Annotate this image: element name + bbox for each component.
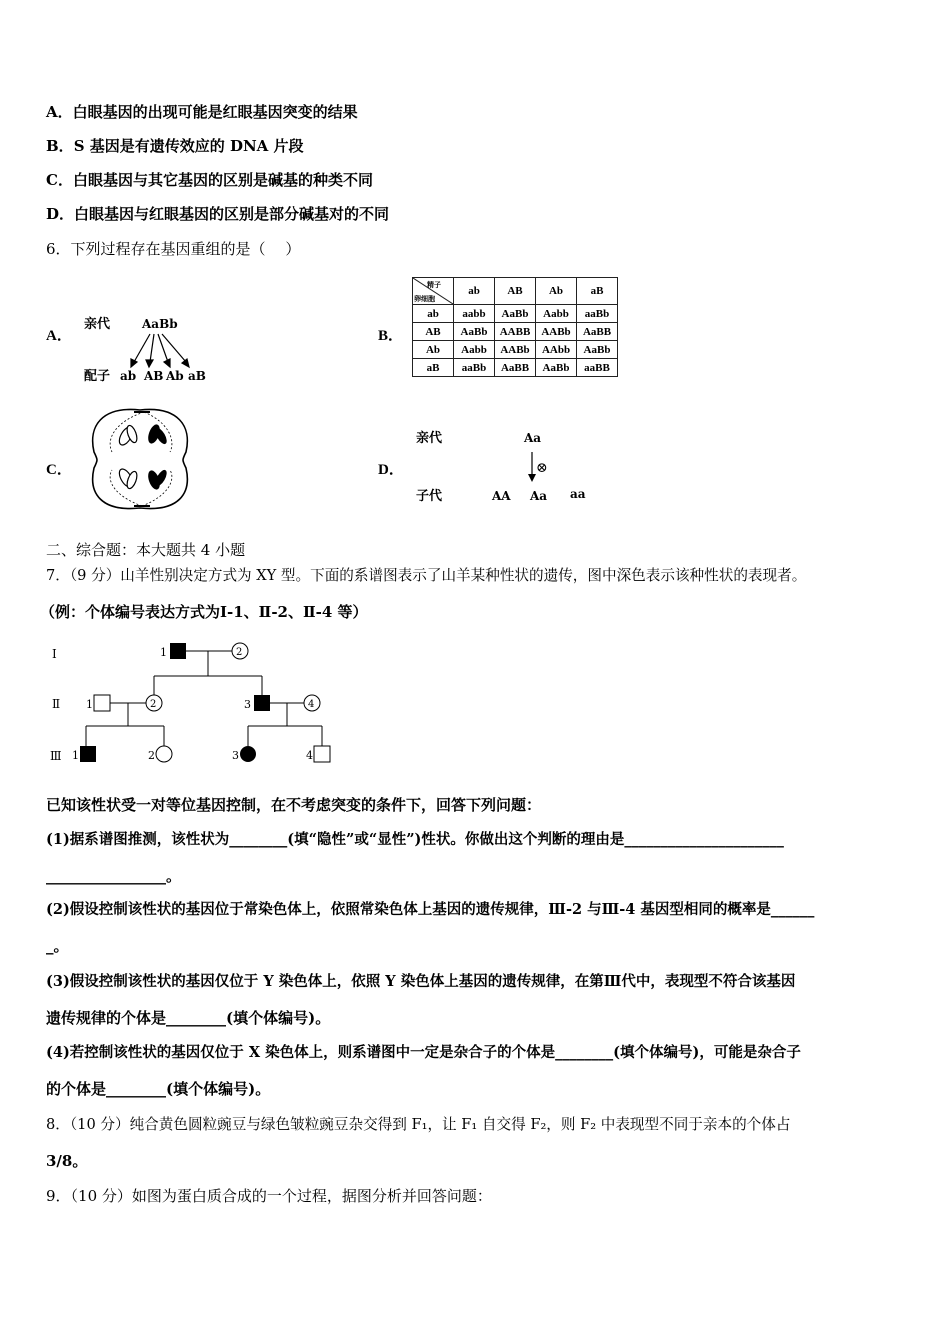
- individual-III2: [156, 746, 172, 762]
- q9-stem: 9．（10 分）如图为蛋白质合成的一个过程，据图分析并回答问题：: [46, 1187, 492, 1205]
- num-III1: 1: [72, 749, 79, 762]
- q6-option-b-label: B．: [378, 328, 404, 344]
- pedigree-chart: [46, 632, 346, 776]
- gamete-label: 配子: [84, 369, 111, 384]
- parent-label: 亲代: [84, 317, 111, 332]
- q7-stem: 7．（9 分）山羊性别决定方式为 XY 型。下面的系谱图表示了山羊某种性状的遗传，图中深色表示该种性状的表现者。: [46, 567, 807, 584]
- gamete-1: ab: [120, 369, 137, 383]
- gamete-3: Ab: [166, 369, 184, 383]
- num-I2: 2: [236, 647, 243, 658]
- cell: AaBB: [577, 323, 618, 341]
- q7-intro: 已知该性状受一对等位基因控制，在不考虑突变的条件下，回答下列问题：: [46, 796, 542, 814]
- gen-label-1: Ⅰ: [52, 647, 57, 661]
- cell: AaBb: [454, 323, 495, 341]
- row-head: aB: [413, 359, 454, 377]
- parent-genotype: Aa: [524, 431, 542, 445]
- q5-option-b: B．S 基因是有遗传效应的 DNA 片段: [46, 137, 304, 155]
- individual-I1: [170, 643, 186, 659]
- gamete-4: aB: [188, 369, 206, 383]
- num-II2: 2: [150, 699, 157, 710]
- q7-part1: (1)据系谱图推测，该性状为________(填“隐性”或“显性”)性状。你做出这个判断的理由是______________________: [46, 831, 784, 848]
- row-head: AB: [413, 323, 454, 341]
- q6-option-d-label: D．: [378, 462, 404, 478]
- cell: aaBb: [454, 359, 495, 377]
- individual-III3: [240, 746, 256, 762]
- punnett-square: [412, 277, 618, 377]
- cell: Aabb: [536, 305, 577, 323]
- punnett-corner: [413, 278, 454, 305]
- cell: aabb: [454, 305, 495, 323]
- num-III4: 4: [306, 749, 313, 762]
- col-head: ab: [454, 278, 495, 305]
- parent-genotype: AaBb: [142, 317, 178, 331]
- q6-option-a-label: A．: [46, 328, 72, 344]
- cell: AaBb: [495, 305, 536, 323]
- cell: aaBb: [577, 305, 618, 323]
- q6-stem: 6．下列过程存在基因重组的是（ ）: [46, 240, 301, 258]
- q8-stem: 8．（10 分）纯合黄色圆粒豌豆与绿色皱粒豌豆杂交得到 F₁，让 F₁ 自交得 F₂，则 F₂ 中表现型不同于亲本的个体占: [46, 1116, 791, 1133]
- cell: AABB: [495, 323, 536, 341]
- q5-option-a: A．白眼基因的出现可能是红眼基因突变的结果: [46, 103, 358, 121]
- individual-II1: [94, 695, 110, 711]
- corner-egg: 卵细胞: [414, 294, 435, 303]
- q7-part1-cont: ________________。: [46, 867, 182, 885]
- num-II4: 4: [308, 699, 315, 710]
- gen-label-3: Ⅲ: [50, 749, 62, 763]
- child-3: aa: [570, 487, 586, 501]
- individual-II3: [254, 695, 270, 711]
- individual-III1: [80, 746, 96, 762]
- col-head: Ab: [536, 278, 577, 305]
- cell: AABb: [536, 323, 577, 341]
- selfing-diagram: [414, 424, 594, 510]
- q7-part2-cont: _。: [46, 937, 69, 955]
- num-II1: 1: [86, 698, 93, 711]
- q7-part4: (4)若控制该性状的基因仅位于 X 染色体上，则系谱图中一定是杂合子的个体是________(填个体编号)，可能是杂合子: [46, 1044, 801, 1061]
- num-I1: 1: [160, 646, 167, 659]
- cell: aaBB: [577, 359, 618, 377]
- q7-part3: (3)假设控制该性状的基因仅位于 Y 染色体上，依照 Y 染色体上基因的遗传规律，在第Ⅲ代中，表现型不符合该基因: [46, 973, 796, 990]
- cell: AaBB: [495, 359, 536, 377]
- num-III3: 3: [232, 749, 239, 762]
- self-cross-symbol: ⊗: [536, 460, 548, 476]
- cell: Aabb: [454, 341, 495, 359]
- cell: AaBb: [536, 359, 577, 377]
- col-head: AB: [495, 278, 536, 305]
- q7-part2: (2)假设控制该性状的基因位于常染色体上，依照常染色体上基因的遗传规律，Ⅲ-2 与Ⅲ-4 基因型相同的概率是______: [46, 901, 815, 918]
- child-label: 子代: [416, 489, 443, 504]
- parent-label: 亲代: [416, 431, 443, 446]
- gamete-diagram: [78, 312, 218, 392]
- child-2: Aa: [530, 489, 548, 503]
- cell: AaBb: [577, 341, 618, 359]
- num-III2: 2: [148, 749, 155, 762]
- q5-option-d: D．白眼基因与红眼基因的区别是部分碱基对的不同: [46, 205, 390, 223]
- gen-label-2: Ⅱ: [52, 697, 61, 711]
- cell: AAbb: [536, 341, 577, 359]
- gamete-2: AB: [144, 369, 164, 383]
- row-head: ab: [413, 305, 454, 323]
- cell: AABb: [495, 341, 536, 359]
- q8-stem-cont: 3/8。: [46, 1152, 88, 1170]
- q7-part4-cont: 的个体是________(填个体编号)。: [46, 1080, 271, 1098]
- cell-division-diagram: [84, 400, 196, 518]
- num-II3: 3: [244, 698, 251, 711]
- q5-option-c: C．白眼基因与其它基因的区别是碱基的种类不同: [46, 171, 373, 189]
- individual-III4: [314, 746, 330, 762]
- child-1: AA: [492, 489, 511, 503]
- corner-sperm: 精子: [427, 280, 441, 289]
- col-head: aB: [577, 278, 618, 305]
- row-head: Ab: [413, 341, 454, 359]
- q7-part3-cont: 遗传规律的个体是________(填个体编号)。: [46, 1009, 331, 1027]
- q7-example: （例：个体编号表达方式为Ⅰ-1、Ⅱ-2、Ⅱ-4 等）: [40, 603, 368, 621]
- section-heading: 二、综合题：本大题共 4 小题: [46, 541, 246, 559]
- q6-option-c-label: C．: [46, 462, 72, 478]
